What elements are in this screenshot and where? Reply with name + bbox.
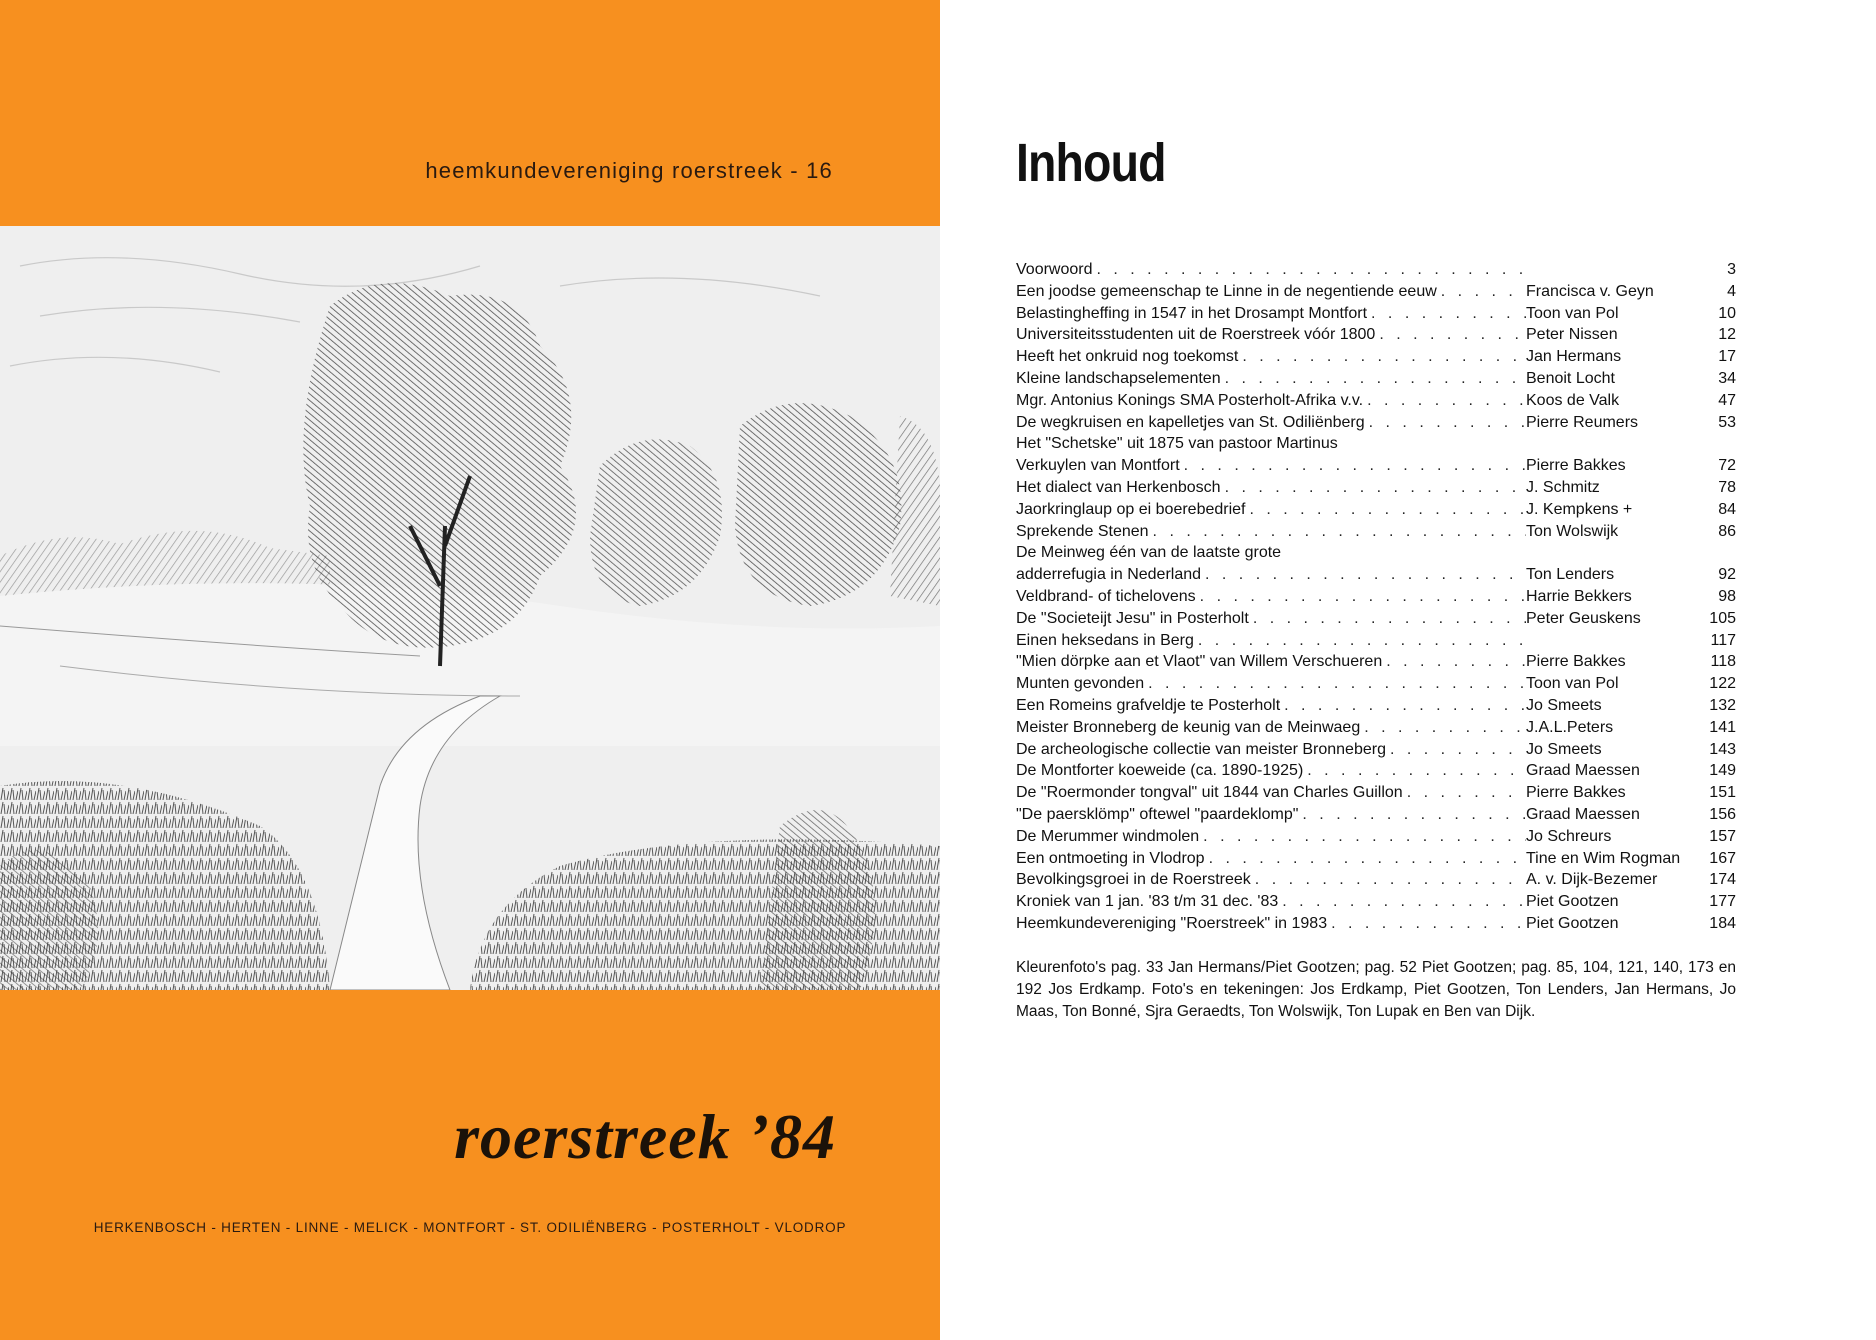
dot-leader bbox=[1303, 762, 1526, 780]
toc-entry-title: De Meinweg één van de laatste grote bbox=[1016, 544, 1282, 562]
toc-entry-page: 78 bbox=[1718, 478, 1736, 496]
toc-entry-author: Tine en Wim Rogman bbox=[1526, 849, 1681, 867]
toc-entry-page: 174 bbox=[1709, 871, 1736, 889]
pencil-sketch-illustration bbox=[0, 226, 940, 990]
toc-entry-title: De Montforter koeweide (ca. 1890-1925) bbox=[1016, 762, 1304, 780]
toc-entry-title: De "Roermonder tongval" uit 1844 van Charles Guillon bbox=[1016, 784, 1403, 802]
toc-entry bbox=[1016, 392, 1736, 414]
toc-entry-title: Een Romeins grafveldje te Posterholt bbox=[1016, 696, 1281, 714]
toc-entry bbox=[1016, 784, 1736, 806]
toc-entry-page: 12 bbox=[1718, 326, 1736, 344]
toc-entry-author: Harrie Bekkers bbox=[1526, 587, 1632, 605]
toc-entry bbox=[1016, 566, 1736, 588]
toc-entry-page: 118 bbox=[1710, 653, 1736, 671]
toc-entry bbox=[1016, 762, 1736, 784]
toc-entry-author: J.A.L.Peters bbox=[1526, 718, 1614, 736]
toc-entry-page: 17 bbox=[1718, 348, 1736, 366]
toc-entry bbox=[1016, 828, 1736, 850]
toc-entry bbox=[1016, 523, 1736, 545]
toc-entry bbox=[1016, 479, 1736, 501]
toc-entry-author: Toon van Pol bbox=[1526, 304, 1619, 322]
toc-entry bbox=[1016, 370, 1736, 392]
photo-credits: Kleurenfoto's pag. 33 Jan Hermans/Piet Gootzen; pag. 52 Piet Gootzen; pag. 85, 104, 121, 140, 173 en 192 Jos Erdkamp. Foto's en tekeningen: Jos Erdkamp, Piet Gootzen, Ton Lenders, Jan Hermans, Jo Maas, Ton Bonné, Sjra Geraedts, Ton Wolswijk, Ton Lupak en Ben van Dijk. bbox=[1016, 959, 1736, 1020]
toc-entry bbox=[1016, 348, 1736, 370]
toc-entry-title: De archeologische collectie van meister Bronneberg bbox=[1016, 740, 1386, 758]
dot-leader bbox=[1280, 697, 1526, 715]
toc-entry-author: Piet Gootzen bbox=[1526, 893, 1619, 911]
toc-entry-page: 156 bbox=[1709, 805, 1736, 823]
toc-entry-page: 72 bbox=[1718, 457, 1736, 475]
dot-leader bbox=[1201, 566, 1526, 584]
toc-entry bbox=[1016, 414, 1736, 436]
toc-entry-page: 84 bbox=[1718, 500, 1736, 518]
toc-entry bbox=[1016, 850, 1736, 872]
dot-leader bbox=[1238, 348, 1526, 366]
toc-entry-author: Jan Hermans bbox=[1526, 348, 1622, 366]
toc-entry-page: 4 bbox=[1727, 282, 1736, 300]
toc-entry-title: Munten gevonden bbox=[1016, 675, 1145, 693]
landscape-drawing bbox=[0, 226, 940, 990]
toc-entry bbox=[1016, 305, 1736, 327]
toc-entry-title: Heeft het onkruid nog toekomst bbox=[1016, 348, 1239, 366]
dot-leader bbox=[1245, 501, 1526, 519]
toc-entry-title: De "Societeijt Jesu" in Posterholt bbox=[1016, 609, 1249, 627]
toc-entry-title: Kleine landschapselementen bbox=[1016, 369, 1221, 387]
toc-entry-page: 177 bbox=[1709, 893, 1736, 911]
toc-entry-author: Koos de Valk bbox=[1526, 391, 1620, 409]
dot-leader bbox=[1205, 850, 1526, 868]
toc-entry-author: Peter Geuskens bbox=[1526, 609, 1641, 627]
toc-entry-author: Ton Lenders bbox=[1526, 566, 1615, 584]
toc-entry bbox=[1016, 326, 1736, 348]
toc-entry-author: Pierre Bakkes bbox=[1526, 457, 1626, 475]
toc-entry-page: 122 bbox=[1709, 675, 1736, 693]
toc-entry bbox=[1016, 501, 1736, 523]
toc-entry bbox=[1016, 632, 1736, 654]
toc-entry bbox=[1016, 457, 1736, 479]
toc-entry-author: Jo Smeets bbox=[1526, 740, 1602, 758]
toc-entry bbox=[1016, 610, 1736, 632]
toc-entry-title: Jaorkringlaup op ei boerebedrief bbox=[1016, 500, 1246, 518]
toc-entry-author: Graad Maessen bbox=[1526, 762, 1640, 780]
toc-entry-title: Voorwoord bbox=[1016, 261, 1093, 278]
toc-entry-title: Mgr. Antonius Konings SMA Posterholt-Afrika v.v. bbox=[1016, 391, 1364, 409]
toc-entry-title: Een ontmoeting in Vlodrop bbox=[1016, 849, 1205, 867]
toc-entry bbox=[1016, 893, 1736, 915]
toc-entry-author: Peter Nissen bbox=[1526, 326, 1618, 344]
toc-entry bbox=[1016, 871, 1736, 893]
toc-entry-author: Toon van Pol bbox=[1526, 675, 1619, 693]
dot-leader bbox=[1327, 915, 1526, 933]
toc-entry-page: 86 bbox=[1718, 522, 1736, 540]
toc-entry-title: Sprekende Stenen bbox=[1016, 522, 1149, 540]
toc-entry-page: 10 bbox=[1718, 304, 1736, 322]
toc-entry bbox=[1016, 544, 1736, 566]
toc-entry-page: 151 bbox=[1709, 784, 1736, 802]
toc-entry bbox=[1016, 283, 1736, 305]
toc-entry-title: "Mien dörpke aan et Vlaot" van Willem Verschueren bbox=[1016, 653, 1383, 671]
dot-leader bbox=[1360, 719, 1526, 737]
toc-entry-title: Een joodse gemeenschap te Linne in de negentiende eeuw bbox=[1016, 282, 1437, 300]
toc-entry-page: 3 bbox=[1727, 261, 1736, 278]
toc-entry-author: Jo Schreurs bbox=[1526, 827, 1612, 845]
toc-entry-title: Einen heksedans in Berg bbox=[1016, 631, 1194, 649]
toc-entry-page: 132 bbox=[1709, 696, 1736, 714]
dot-leader bbox=[1149, 523, 1526, 541]
toc-entry-title: adderrefugia in Nederland bbox=[1016, 566, 1202, 584]
toc-entry-page: 34 bbox=[1718, 369, 1736, 387]
dot-leader bbox=[1199, 828, 1526, 846]
toc-entry bbox=[1016, 915, 1736, 937]
dot-leader bbox=[1180, 457, 1526, 475]
dot-leader bbox=[1196, 588, 1526, 606]
dot-leader bbox=[1437, 283, 1526, 301]
toc-entry-author: Francisca v. Geyn bbox=[1526, 282, 1654, 300]
toc-entry-title: Verkuylen van Montfort bbox=[1016, 457, 1180, 475]
toc-entry-page: 143 bbox=[1709, 740, 1736, 758]
table-of-contents bbox=[1016, 261, 1736, 937]
toc-entry-author: Ton Wolswijk bbox=[1526, 522, 1619, 540]
dot-leader bbox=[1093, 261, 1527, 279]
village-list: HERKENBOSCH - HERTEN - LINNE - MELICK - MONTFORT - ST. ODILIËNBERG - POSTERHOLT - VLODROP bbox=[93, 1220, 847, 1235]
toc-entry-author: Jo Smeets bbox=[1526, 696, 1602, 714]
toc-entry bbox=[1016, 588, 1736, 610]
toc-entry bbox=[1016, 435, 1736, 457]
book-title: roerstreek ’84 bbox=[454, 1101, 836, 1172]
toc-entry-author: Pierre Bakkes bbox=[1526, 784, 1626, 802]
toc-entry bbox=[1016, 806, 1736, 828]
toc-entry-page: 184 bbox=[1709, 914, 1736, 932]
toc-entry-page: 92 bbox=[1718, 566, 1736, 584]
toc-entry-page: 105 bbox=[1709, 609, 1736, 627]
toc-entry-title: "De paersklömp" oftewel "paardeklomp" bbox=[1016, 805, 1299, 823]
toc-entry-page: 167 bbox=[1709, 849, 1736, 867]
dot-leader bbox=[1298, 806, 1526, 824]
dot-leader bbox=[1221, 479, 1526, 497]
toc-entry-title: De Merummer windmolen bbox=[1016, 827, 1200, 845]
contents-page bbox=[940, 0, 1876, 1340]
dot-leader bbox=[1382, 653, 1526, 671]
toc-entry bbox=[1016, 675, 1736, 697]
toc-entry-page: 117 bbox=[1710, 631, 1736, 649]
toc-entry-title: Meister Bronneberg de keunig van de Meinwaeg bbox=[1016, 718, 1361, 736]
contents-heading: Inhoud bbox=[1016, 133, 1166, 193]
toc-entry-title: De wegkruisen en kapelletjes van St. Odiliënberg bbox=[1016, 413, 1365, 431]
toc-entry-title: Kroniek van 1 jan. '83 t/m 31 dec. '83 bbox=[1016, 893, 1279, 911]
dot-leader bbox=[1375, 326, 1526, 344]
dot-leader bbox=[1365, 414, 1526, 432]
dot-leader bbox=[1221, 370, 1526, 388]
toc-entry-author: Benoit Locht bbox=[1526, 369, 1615, 387]
toc-entry bbox=[1016, 719, 1736, 741]
toc-entry-title: Bevolkingsgroei in de Roerstreek bbox=[1016, 871, 1251, 889]
dot-leader bbox=[1403, 784, 1526, 802]
toc-entry-page: 47 bbox=[1718, 391, 1736, 409]
toc-entry-page: 149 bbox=[1709, 762, 1736, 780]
dot-leader bbox=[1194, 632, 1526, 650]
toc-entry bbox=[1016, 741, 1736, 763]
toc-entry-page: 98 bbox=[1718, 587, 1736, 605]
toc-entry-author: Piet Gootzen bbox=[1526, 914, 1619, 932]
toc-entry-title: Het dialect van Herkenbosch bbox=[1016, 478, 1221, 496]
toc-entry-author: J. Schmitz bbox=[1526, 478, 1600, 496]
dot-leader bbox=[1386, 741, 1526, 759]
dot-leader bbox=[1367, 305, 1526, 323]
series-title: heemkundevereniging roerstreek - 16 bbox=[425, 158, 833, 183]
dot-leader bbox=[1278, 893, 1526, 911]
toc-entry-author: Pierre Reumers bbox=[1526, 413, 1639, 431]
toc-entry-title: Het "Schetske" uit 1875 van pastoor Martinus bbox=[1016, 435, 1338, 453]
toc-entry bbox=[1016, 261, 1736, 283]
dot-leader bbox=[1249, 610, 1526, 628]
toc-entry-page: 157 bbox=[1709, 827, 1736, 845]
dot-leader bbox=[1363, 392, 1526, 410]
dot-leader bbox=[1144, 675, 1526, 693]
toc-entry-title: Veldbrand- of tichelovens bbox=[1016, 587, 1196, 605]
toc-entry-title: Belastingheffing in 1547 in het Drosampt Montfort bbox=[1016, 304, 1368, 322]
toc-entry bbox=[1016, 653, 1736, 675]
toc-entry-author: A. v. Dijk-Bezemer bbox=[1526, 871, 1658, 889]
toc-entry-author: Graad Maessen bbox=[1526, 805, 1640, 823]
toc-entry-author: Pierre Bakkes bbox=[1526, 653, 1626, 671]
toc-entry-title: Universiteitsstudenten uit de Roerstreek vóór 1800 bbox=[1016, 326, 1376, 344]
toc-entry-page: 141 bbox=[1709, 718, 1736, 736]
toc-entry-author: J. Kempkens + bbox=[1526, 500, 1633, 518]
dot-leader bbox=[1251, 871, 1526, 889]
toc-entry-page: 53 bbox=[1718, 413, 1736, 431]
toc-entry-title: Heemkundevereniging "Roerstreek" in 1983 bbox=[1016, 914, 1328, 932]
toc-entry bbox=[1016, 697, 1736, 719]
